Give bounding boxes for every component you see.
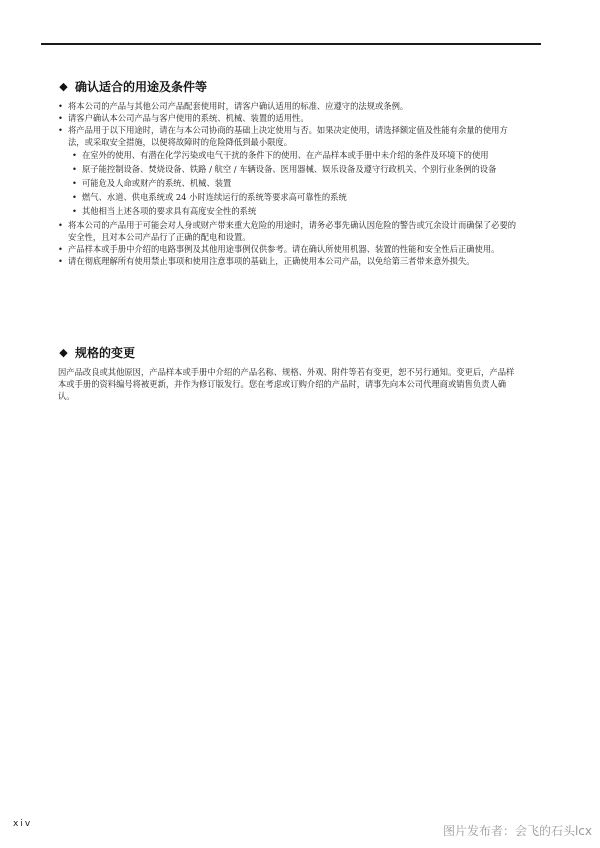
list-item: • 将本公司的产品用于可能会对人身或财产带来重大危险的用途时，请务必事先确认因危险的警告或冗余设计而确保了必要的安全性，且对本公司产品行了正确的配电和设置。 — [58, 219, 520, 243]
sub-list-item: • 可能危及人命或财产的系统、机械、装置 — [72, 177, 520, 189]
sub-list-item: • 原子能控制设备、焚烧设备、铁路 / 航空 / 车辆设备、医用器械、娱乐设备及遵守行政机关、个别行业条例的设备 — [72, 163, 520, 175]
section-heading-usage — [58, 78, 207, 95]
watermark: 图片发布者：会飞的石头lcx — [442, 824, 592, 838]
sub-list-item: • 在室外的使用、有潜在化学污染或电气干扰的条件下的使用、在产品样本或手册中未介绍的条件及环境下的使用 — [72, 149, 520, 161]
list-item: • 将产品用于以下用途时，请在与本公司协商的基础上决定使用与否。如果决定使用，请选择额定值及性能有余量的使用方法，或采取安全措施，以便将故障时的危险降低到最小限度。 — [58, 124, 520, 148]
top-rule — [41, 43, 541, 45]
spec-change-paragraph: 因产品改良或其他原因，产品样本或手册中介绍的产品名称、规格、外观、附件等若有变更，恕不另行通知。变更后，产品样本或手册的资料编号将被更新，并作为修订版发行。您在考虑或订购介绍的产品时，请事先向本公司代理商或销售负责人确认。 — [58, 367, 515, 401]
list-item: • 将本公司的产品与其他公司产品配套使用时，请客户确认适用的标准、应遵守的法规或条例。 — [58, 100, 520, 112]
list-item: • 请客户确认本公司产品与客户使用的系统、机械、装置的适用性。 — [58, 112, 520, 124]
sub-list-item: • 其他相当上述各项的要求具有高度安全性的系统 — [72, 205, 520, 217]
page-number: xiv — [13, 819, 33, 829]
section-heading-spec-change — [58, 344, 135, 361]
list-item: • 产品样本或手册中介绍的电路事例及其他用途事例仅供参考。请在确认所使用机器、装置的性能和安全性后正确使用。 — [58, 243, 520, 255]
section-title: 规格的变更 — [75, 346, 136, 360]
usage-conditions-list — [58, 100, 520, 267]
section-title: 确认适合的用途及条件等 — [75, 80, 208, 94]
list-item: • 请在彻底理解所有使用禁止事项和使用注意事项的基础上，正确使用本公司产品，以免给第三者带来意外损失。 — [58, 255, 520, 267]
diamond-bullet-icon: ◆ — [59, 80, 68, 93]
diamond-bullet-icon: ◆ — [59, 346, 68, 359]
sub-list-item: • 燃气、水道、供电系统或 24 小时连续运行的系统等要求高可靠性的系统 — [72, 191, 520, 203]
